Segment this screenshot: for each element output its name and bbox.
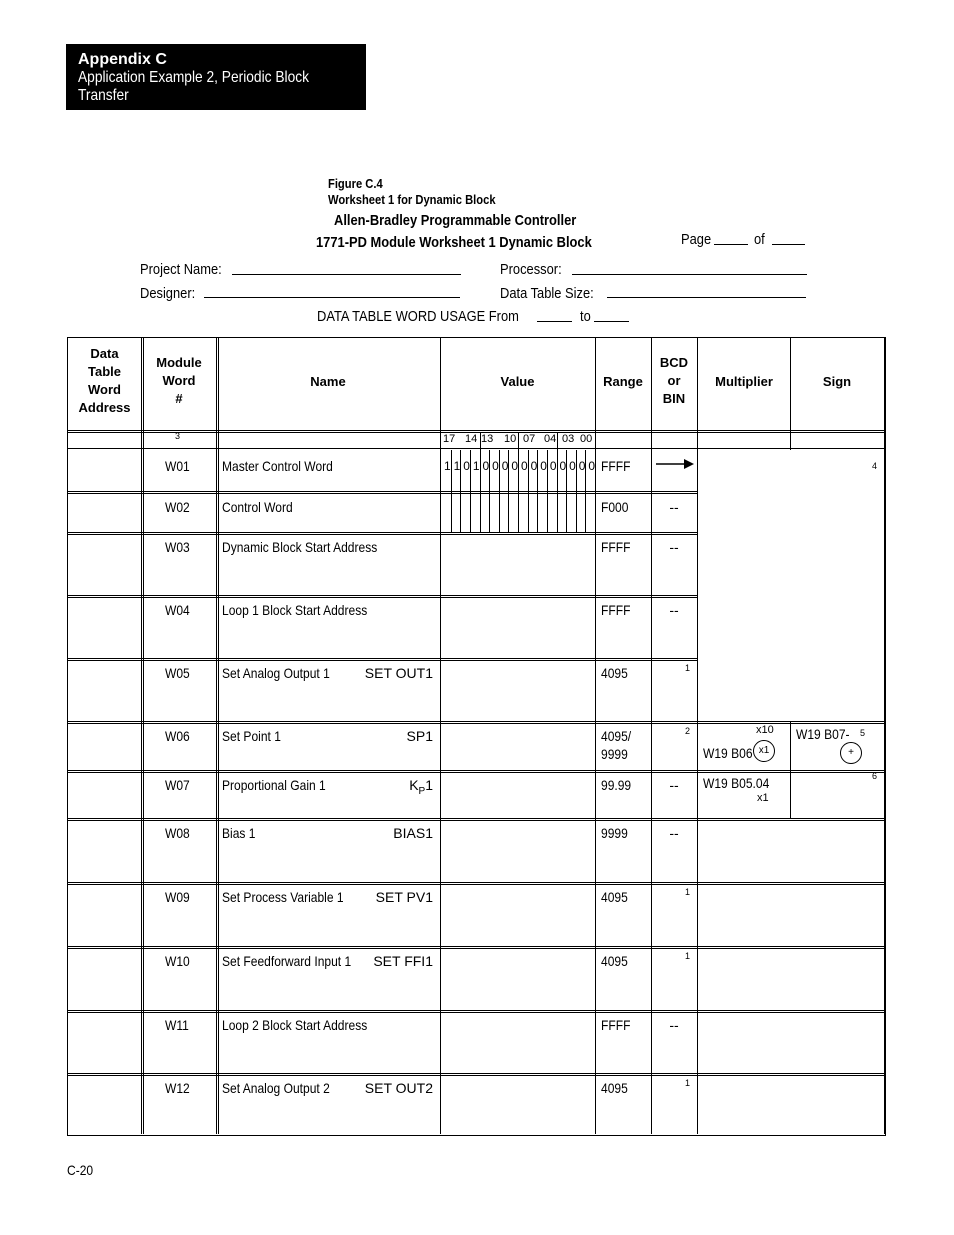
row-tag-text: SET FFI1 (373, 953, 433, 969)
row-tag-text: BIAS1 (393, 825, 433, 841)
module-word-text: W07 (164, 777, 190, 793)
module-word-text: W06 (164, 728, 190, 744)
row-name-text: Set Analog Output 1 (222, 665, 330, 681)
row-range (601, 1017, 635, 1033)
row-range-text: FFFF (601, 539, 631, 555)
module-word (142, 539, 216, 555)
row-tag (373, 953, 433, 969)
arrow-right-icon (654, 457, 696, 471)
footnote-5: 5 (860, 728, 866, 738)
w07-multiplier: W19 B05.04 (703, 775, 770, 791)
row-range-text: 4095 (601, 953, 628, 969)
module-word (142, 728, 216, 744)
w01-bit-value: 0 (511, 459, 519, 473)
footnote-3: 3 (175, 431, 181, 441)
col-line-7-top (790, 337, 791, 450)
row-name (222, 728, 291, 744)
row-divider-double (67, 597, 697, 598)
module-word (142, 889, 216, 905)
row-tag-suffix: 1 (425, 777, 433, 793)
row-name (222, 777, 343, 793)
module-word (142, 602, 216, 618)
row-bcd: -- (669, 825, 679, 841)
row-divider (67, 770, 884, 771)
row-range-text: FFFF (601, 602, 631, 618)
w07-x1: x1 (757, 792, 769, 804)
bit-label: 04 (544, 433, 557, 445)
row-divider-double (67, 1075, 884, 1076)
data-table-size-label: Data Table Size: (500, 285, 594, 302)
w06-x10: x10 (756, 724, 774, 736)
page-number: C-20 (67, 1162, 94, 1178)
usage-to-field[interactable] (594, 321, 629, 322)
module-word-text: W12 (164, 1080, 190, 1096)
row-range (601, 953, 632, 969)
bit-label: 03 (562, 433, 575, 445)
bit-label: 07 (523, 433, 536, 445)
mult-top-line-2 (697, 723, 884, 724)
module-word-text: W09 (164, 889, 190, 905)
w01-bit-value: 0 (569, 459, 576, 473)
bit-label: 17 (443, 433, 456, 445)
row-range-text: FFFF (601, 1017, 631, 1033)
row-tag-text: K (409, 777, 419, 793)
row-name (222, 665, 347, 681)
row-divider (67, 1073, 884, 1074)
usage-from-field[interactable] (537, 321, 572, 322)
appendix-header (66, 44, 366, 110)
row-footnote: 2 (685, 726, 691, 736)
module-word (142, 665, 216, 681)
row-range (601, 665, 632, 681)
w01-bit-value: 0 (521, 459, 528, 473)
row-tag (407, 728, 433, 744)
bit-label: 14 (465, 433, 478, 445)
right-border (884, 337, 885, 1134)
page-field[interactable] (714, 244, 748, 245)
row-divider-double (67, 884, 884, 885)
row-divider (67, 1010, 884, 1011)
row-name-text: Set Process Variable 1 (222, 889, 344, 905)
row-divider-double (67, 772, 884, 773)
row-range-text: FFFF (601, 458, 631, 474)
page-label: Page (681, 231, 712, 248)
row-tag-text: SET OUT2 (364, 1080, 433, 1096)
module-word (142, 825, 216, 841)
row-divider-double (67, 1012, 884, 1013)
footnote-4: 4 (872, 461, 878, 471)
footnote-6: 6 (872, 771, 878, 781)
row-divider-double (67, 534, 697, 535)
col-line-2 (216, 337, 217, 1134)
project-name-field[interactable] (232, 274, 461, 275)
row-name (222, 1017, 391, 1033)
row-name-text: Set Feedforward Input 1 (222, 953, 352, 969)
row-range-2-text: 9999 (601, 746, 628, 762)
row-name (222, 953, 372, 969)
usage-from-label: DATA TABLE WORD USAGE From (317, 308, 519, 325)
row-tag-text: SET OUT1 (364, 665, 433, 681)
row-name (222, 825, 261, 841)
plus-circle-icon: + (840, 742, 862, 764)
row-name (222, 499, 304, 515)
row-name-text: Set Point 1 (222, 728, 281, 744)
header-range: Range (603, 374, 643, 389)
row-tag-sub: P (418, 785, 426, 797)
row-name (222, 458, 351, 474)
row-tag-text: SET PV1 (375, 889, 433, 905)
row-name-text: Master Control Word (222, 458, 333, 474)
header-divider (67, 430, 884, 431)
header-address: Data Table Word Address (78, 346, 131, 415)
header-bcd: BCD or BIN (659, 355, 689, 406)
row-name-text: Bias 1 (222, 825, 256, 841)
row-footnote: 1 (685, 951, 691, 961)
w01-bit-value: 1 (444, 459, 451, 473)
row-range-text: 4095 (601, 665, 628, 681)
row-range (601, 499, 633, 515)
w01-bit-value: 0 (549, 459, 557, 473)
row-footnote: 1 (685, 887, 691, 897)
usage-to-label: to (580, 308, 591, 325)
row-divider-double (67, 493, 697, 494)
bit-label: 00 (580, 433, 593, 445)
header-value: Value (500, 374, 535, 389)
appendix-subtitle-2: Transfer (78, 87, 129, 104)
module-word (142, 1080, 216, 1096)
w01-bit-value: 1 (453, 459, 461, 473)
module-word-text: W02 (164, 499, 190, 515)
w01-bit-value: 1 (472, 459, 480, 473)
row-divider (67, 595, 697, 596)
module-word-text: W01 (164, 458, 190, 474)
worksheet-title-1: Allen-Bradley Programmable Controller (334, 212, 577, 229)
worksheet-title-2: 1771-PD Module Worksheet 1 Dynamic Block (316, 234, 592, 251)
col-line-2b (218, 337, 219, 1134)
row-range-text: 4095 (601, 889, 628, 905)
w06-x1-circle: x1 (753, 740, 775, 762)
w01-bit-value: 0 (492, 459, 499, 473)
row-divider (67, 491, 697, 492)
row-footnote: 1 (685, 1078, 691, 1088)
row-range (601, 889, 632, 905)
bit-label: 13 (481, 433, 494, 445)
col-line-6 (697, 337, 698, 1134)
appendix-title: Appendix C (78, 51, 167, 68)
row-range (601, 602, 635, 618)
w01-bit-value: 0 (540, 459, 547, 473)
row-range-text: 4095/ (601, 728, 632, 744)
module-word (142, 1017, 216, 1033)
module-word-text: W11 (165, 1017, 189, 1033)
module-word (142, 499, 216, 515)
row-tag (409, 777, 433, 797)
row-divider-double (67, 660, 697, 661)
row-range (601, 825, 632, 841)
header-module-word: Module Word # (156, 355, 202, 406)
header-name: Name (310, 374, 346, 389)
col-line-5 (651, 337, 652, 1134)
row-footnote: 1 (685, 663, 691, 673)
row-range (601, 777, 636, 793)
row-name (222, 1080, 347, 1096)
mult-bottom-line (697, 818, 884, 819)
row-bcd: -- (669, 539, 679, 555)
row-range-text: F000 (601, 499, 629, 515)
module-word-text: W05 (164, 665, 190, 681)
row-bcd: -- (669, 1017, 679, 1033)
bit-grid-line (557, 432, 558, 532)
row-divider-double (67, 948, 884, 949)
w06-sign: W19 B07- (796, 726, 850, 742)
figure-caption: Worksheet 1 for Dynamic Block (328, 192, 496, 207)
mult-top-line (697, 721, 884, 722)
bit-grid-line (480, 432, 481, 532)
project-name-label: Project Name: (140, 261, 222, 278)
row-range-text: 9999 (601, 825, 628, 841)
row-divider (67, 946, 884, 947)
module-word (142, 777, 216, 793)
header-sign: Sign (822, 374, 852, 389)
row-range (601, 458, 635, 474)
row-name-text: Dynamic Block Start Address (222, 539, 378, 555)
module-word-text: W08 (164, 825, 190, 841)
row-divider (67, 882, 884, 883)
row-name-text: Proportional Gain 1 (222, 777, 326, 793)
appendix-subtitle-1: Application Example 2, Periodic Block (78, 69, 309, 86)
module-word-text: W10 (164, 953, 190, 969)
row-name-text: Loop 1 Block Start Address (222, 602, 368, 618)
w01-bit-value: 0 (559, 459, 567, 473)
row-range-text: 99.99 (601, 777, 632, 793)
module-word-text: W04 (164, 602, 190, 618)
w01-bit-value: 0 (501, 459, 509, 473)
col-line-4 (595, 337, 596, 1134)
w01-bit-value: 0 (482, 459, 490, 473)
row-range (601, 728, 636, 744)
module-word (142, 458, 216, 474)
row-name (222, 539, 403, 555)
module-word (142, 953, 216, 969)
module-word-text: W03 (164, 539, 190, 555)
row-name (222, 889, 363, 905)
row-bcd: -- (669, 777, 679, 793)
row-tag-text: SP1 (406, 728, 433, 744)
row-range (601, 1080, 632, 1096)
row-bcd: -- (669, 499, 679, 515)
col-line-3 (440, 337, 441, 1134)
w01-bit-value: 0 (530, 459, 538, 473)
row-range (601, 539, 635, 555)
data-table-size-field[interactable] (607, 297, 806, 298)
row-tag (393, 825, 433, 841)
figure-label: Figure C.4 (328, 176, 383, 191)
row-name-text: Control Word (222, 499, 293, 515)
page-total-field[interactable] (772, 244, 805, 245)
row-divider (67, 532, 697, 533)
bit-grid-line (518, 432, 519, 532)
bit-label: 10 (504, 433, 517, 445)
row-name-text: Set Analog Output 2 (222, 1080, 330, 1096)
row-tag (376, 889, 433, 905)
row-tag (365, 665, 433, 681)
w01-bit-value: 0 (588, 459, 596, 473)
w01-bit-value: 0 (578, 459, 586, 473)
row-tag (365, 1080, 433, 1096)
row-divider-double (67, 820, 884, 821)
processor-label: Processor: (500, 261, 562, 278)
row-divider (67, 658, 697, 659)
row-range-text: 4095 (601, 1080, 628, 1096)
w06-multiplier: W19 B06 (703, 745, 753, 761)
designer-label: Designer: (140, 285, 196, 302)
row-range-2 (601, 746, 632, 762)
of-label: of (754, 231, 765, 248)
row-bcd: -- (669, 602, 679, 618)
designer-field[interactable] (204, 297, 460, 298)
bit-row-divider (67, 448, 884, 449)
w01-bit-value: 0 (463, 459, 470, 473)
row-name (222, 602, 391, 618)
processor-field[interactable] (572, 274, 807, 275)
header-multiplier: Multiplier (715, 374, 773, 389)
row-name-text: Loop 2 Block Start Address (222, 1017, 368, 1033)
